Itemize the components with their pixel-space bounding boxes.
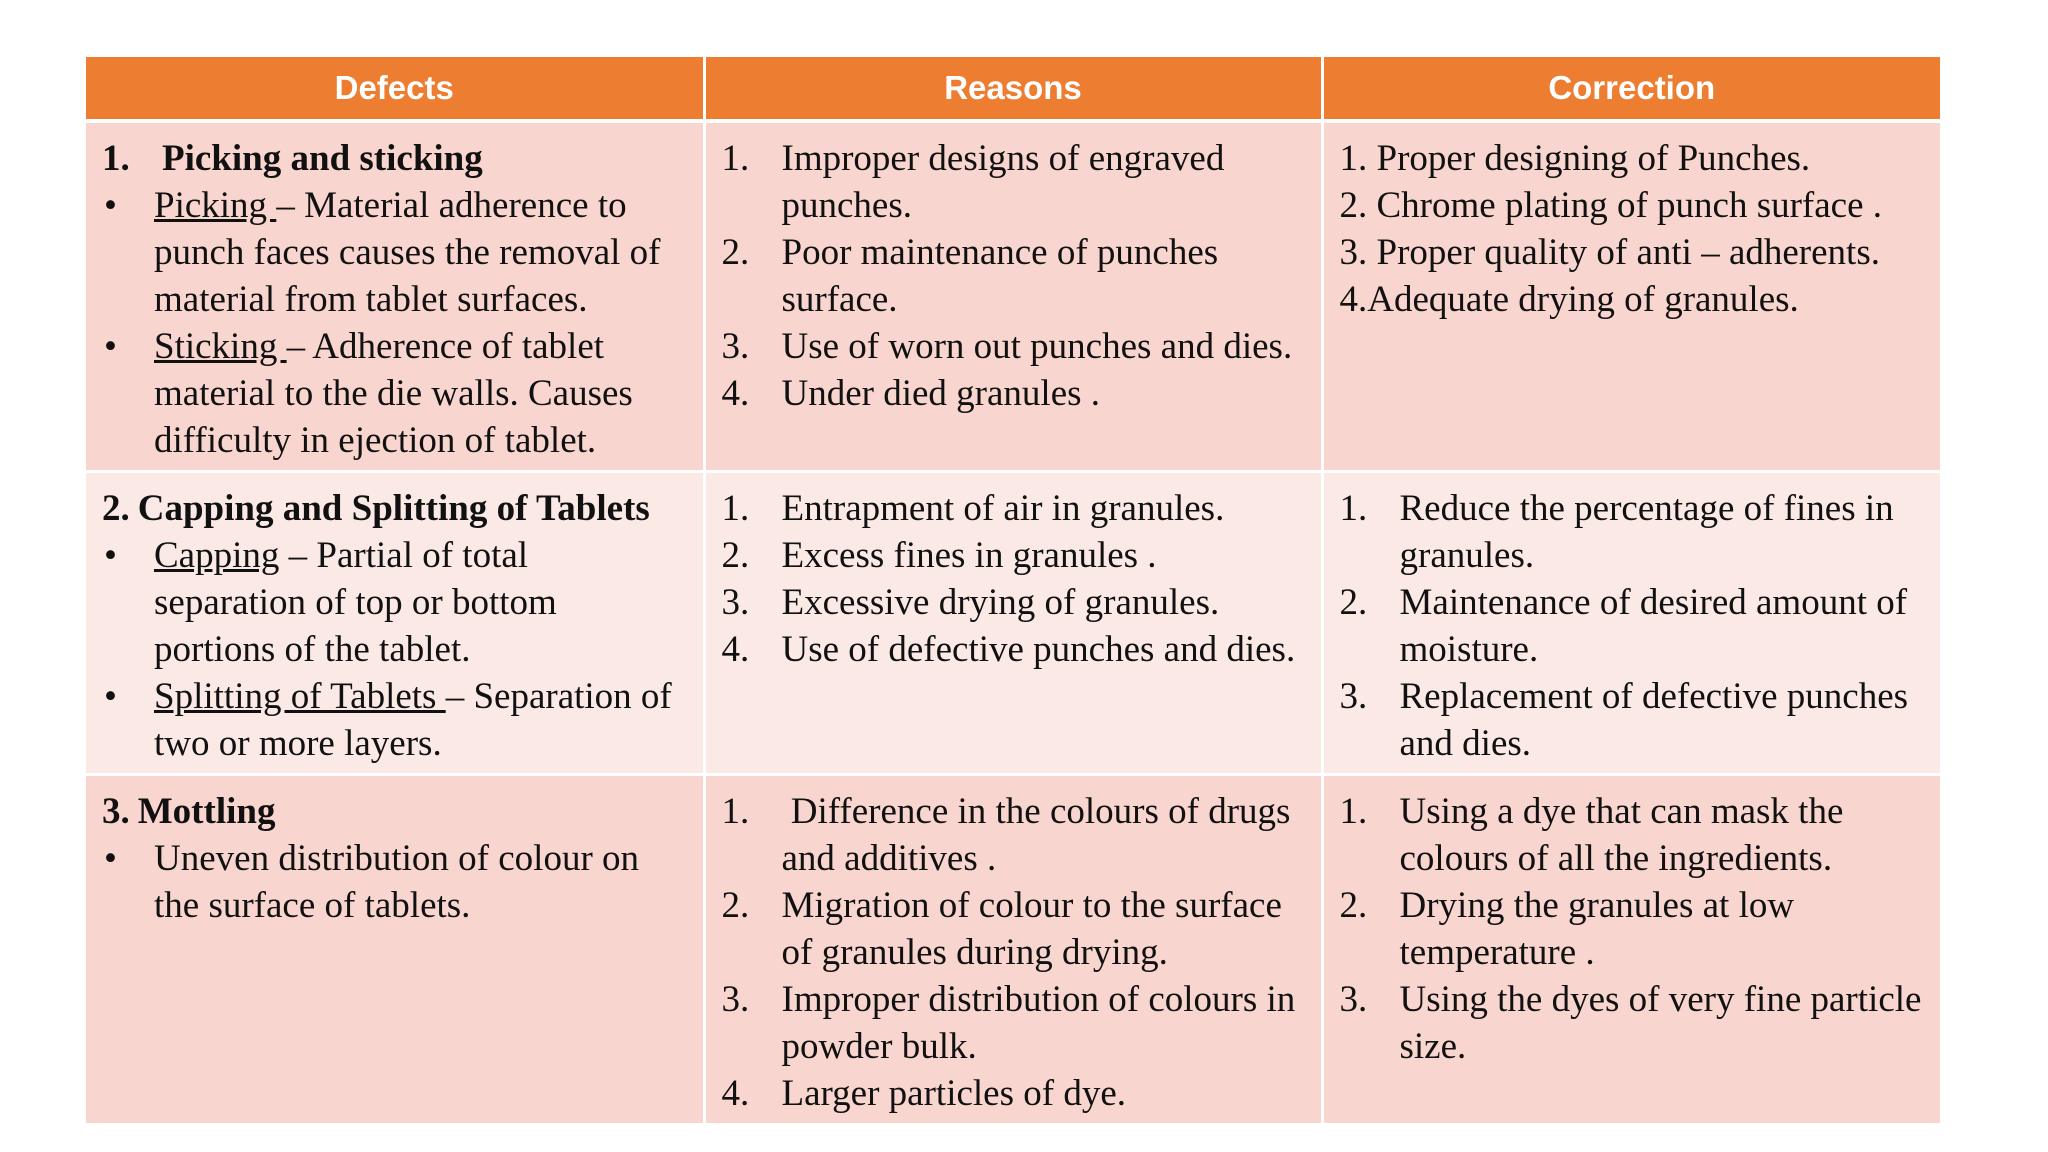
reason-item: 2. Poor maintenance of punches surface.	[721, 232, 1219, 320]
header-correction: Correction	[1322, 57, 1940, 121]
correction-item: 1. Reduce the percentage of fines in granules.	[1339, 488, 1894, 576]
correction-item: 3. Proper quality of anti – adherents.	[1339, 232, 1880, 273]
reason-item: 1. Difference in the colours of drugs and additives .	[721, 791, 1300, 879]
reason-item: 3. Improper distribution of colours in powder bulk.	[721, 979, 1296, 1067]
correction-cell	[1322, 121, 1940, 472]
reason-item: 1. Entrapment of air in granules.	[721, 488, 1225, 529]
correction-item: 3. Using the dyes of very fine particle size.	[1339, 979, 1922, 1067]
reason-item: 3. Excessive drying of granules.	[721, 582, 1220, 623]
correction-item: 2. Chrome plating of punch surface .	[1339, 185, 1883, 226]
table-row	[86, 775, 1940, 1125]
defect-title: 3. Mottling	[102, 791, 276, 832]
reason-item: 2. Excess fines in granules .	[721, 535, 1157, 576]
reason-item: 2. Migration of colour to the surface of granules during drying.	[721, 885, 1282, 973]
defect-bullet: • Uneven distribution of colour on the surface of tablets.	[104, 838, 640, 926]
correction-cell	[1322, 775, 1940, 1125]
reason-item: 4. Under died granules .	[721, 373, 1101, 414]
correction-item: 1. Using a dye that can mask the colours of all the ingredients.	[1339, 791, 1844, 879]
defect-bullet: • Capping – Partial of total separation of top or bottom portions of the tablet.	[104, 535, 557, 670]
correction-cell	[1322, 472, 1940, 775]
defect-term: Capping	[154, 535, 280, 576]
reason-item: 4. Use of defective punches and dies.	[721, 629, 1296, 670]
defect-term: Splitting of Tablets	[154, 676, 446, 717]
defect-title: 2. Capping and Splitting of Tablets	[102, 488, 650, 529]
reasons-cell	[704, 472, 1322, 775]
correction-item: 3. Replacement of defective punches and dies.	[1339, 676, 1909, 764]
defect-bullet: • Splitting of Tablets – Separation of two or more layers.	[104, 676, 672, 764]
reason-item: 1. Improper designs of engraved punches.	[721, 138, 1225, 226]
correction-item: 2. Maintenance of desired amount of moisture.	[1339, 582, 1908, 670]
defect-term: Picking	[154, 185, 277, 226]
defect-bullet: • Picking – Material adherence to punch faces causes the removal of material from tablet surfaces.	[104, 185, 661, 320]
defect-cell	[86, 775, 704, 1125]
reasons-cell	[704, 775, 1322, 1125]
defect-bullet: • Sticking – Adherence of tablet material to the die walls. Causes difficulty in ejection of tablet.	[104, 326, 633, 461]
defect-cell	[86, 472, 704, 775]
correction-item: 4.Adequate drying of granules.	[1339, 279, 1799, 320]
reason-item: 4. Larger particles of dye.	[721, 1073, 1126, 1114]
correction-item: 2. Drying the granules at low temperature .	[1339, 885, 1795, 973]
defects-table	[86, 57, 1940, 1126]
defect-cell	[86, 121, 704, 472]
reason-item: 3. Use of worn out punches and dies.	[721, 326, 1293, 367]
header-defects: Defects	[86, 57, 704, 121]
defect-title: 1. Picking and sticking	[102, 138, 483, 179]
correction-item: 1. Proper designing of Punches.	[1339, 138, 1811, 179]
header-row	[86, 57, 1940, 121]
reasons-cell	[704, 121, 1322, 472]
table-row	[86, 121, 1940, 472]
header-reasons: Reasons	[704, 57, 1322, 121]
table-row	[86, 472, 1940, 775]
defect-term: Sticking	[154, 326, 287, 367]
